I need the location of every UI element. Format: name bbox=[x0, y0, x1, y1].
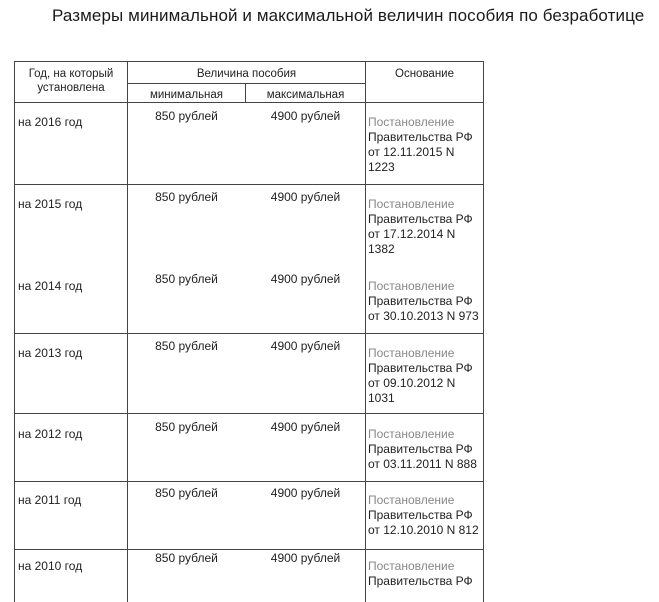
row-2014-year: на 2014 год bbox=[18, 279, 83, 293]
grid-line bbox=[15, 549, 483, 550]
basis-line: 1382 bbox=[368, 242, 395, 256]
grid-line bbox=[15, 102, 483, 103]
grid-line bbox=[15, 481, 483, 482]
row-2012-max: 4900 рублей bbox=[270, 420, 341, 434]
row-2016-min: 850 рублей bbox=[155, 109, 218, 123]
basis-line: от 09.10.2012 N bbox=[368, 376, 456, 390]
row-2011-year: на 2011 год bbox=[18, 493, 82, 507]
row-2011-basis bbox=[368, 493, 483, 538]
basis-line: Постановление bbox=[368, 197, 455, 211]
row-2012-min: 850 рублей bbox=[155, 420, 218, 434]
row-2015-min: 850 рублей bbox=[155, 190, 218, 204]
row-2015-year: на 2015 год bbox=[18, 197, 83, 211]
row-2015-max: 4900 рублей bbox=[270, 190, 341, 204]
header-basis: Основание bbox=[395, 68, 454, 80]
basis-line: Правительства РФ bbox=[368, 294, 473, 308]
basis-line: от 30.10.2013 N 973 bbox=[368, 309, 479, 323]
header-year-line-1: Год, на который bbox=[28, 68, 114, 80]
basis-line: Постановление bbox=[368, 427, 455, 441]
row-2010-year: на 2010 год bbox=[18, 559, 83, 573]
basis-line: от 03.11.2011 N 888 bbox=[368, 457, 477, 471]
header-min: минимальная bbox=[149, 89, 224, 101]
basis-line: от 12.11.2015 N bbox=[368, 145, 455, 159]
grid-line bbox=[15, 413, 483, 414]
row-2013-min: 850 рублей bbox=[155, 339, 218, 353]
basis-line: Правительства РФ bbox=[368, 212, 473, 226]
grid-line bbox=[128, 83, 365, 84]
row-2014-min: 850 рублей bbox=[155, 272, 218, 286]
basis-line: Правительства РФ bbox=[368, 130, 473, 144]
basis-line: 1031 bbox=[368, 391, 395, 405]
grid-line bbox=[245, 84, 246, 102]
basis-line: Правительства РФ bbox=[368, 574, 473, 588]
row-2016-max: 4900 рублей bbox=[270, 109, 341, 123]
row-2011-max: 4900 рублей bbox=[270, 486, 341, 500]
allowance-table bbox=[14, 61, 484, 602]
header-amount: Величина пособия bbox=[196, 68, 297, 80]
row-2012-basis bbox=[368, 427, 483, 472]
row-2014-basis bbox=[368, 279, 483, 324]
row-2014-max: 4900 рублей bbox=[270, 272, 341, 286]
basis-line: Правительства РФ bbox=[368, 361, 473, 375]
row-2013-basis bbox=[368, 346, 483, 406]
grid-line bbox=[127, 62, 128, 602]
header-year-line-2: установлена bbox=[37, 82, 105, 94]
row-2015-basis bbox=[368, 197, 483, 257]
grid-line bbox=[365, 62, 366, 602]
basis-line: от 12.10.2010 N 812 bbox=[368, 523, 479, 537]
page-title: Размеры минимальной и максимальной величин пособия по безработице bbox=[52, 6, 645, 25]
row-2016-basis bbox=[368, 115, 483, 175]
row-2012-year: на 2012 год bbox=[18, 427, 83, 441]
basis-line: Постановление bbox=[368, 559, 455, 573]
basis-line: Правительства РФ bbox=[368, 442, 473, 456]
header-max: максимальная bbox=[266, 89, 345, 101]
row-2013-year: на 2013 год bbox=[18, 346, 83, 360]
basis-line: Постановление bbox=[368, 115, 455, 129]
basis-line: Постановление bbox=[368, 493, 455, 507]
grid-line bbox=[15, 333, 483, 334]
basis-line: 1223 bbox=[368, 160, 395, 174]
row-2016-year: на 2016 год bbox=[18, 115, 83, 129]
basis-line: Постановление bbox=[368, 346, 455, 360]
row-2010-min: 850 рублей bbox=[155, 551, 218, 565]
row-2010-max: 4900 рублей bbox=[270, 551, 341, 565]
row-2013-max: 4900 рублей bbox=[270, 339, 341, 353]
grid-line bbox=[15, 184, 483, 185]
row-2010-basis bbox=[368, 559, 483, 589]
basis-line: Постановление bbox=[368, 279, 455, 293]
row-2011-min: 850 рублей bbox=[155, 486, 218, 500]
basis-line: от 17.12.2014 N bbox=[368, 227, 456, 241]
header-year bbox=[15, 67, 127, 95]
basis-line: Правительства РФ bbox=[368, 508, 473, 522]
